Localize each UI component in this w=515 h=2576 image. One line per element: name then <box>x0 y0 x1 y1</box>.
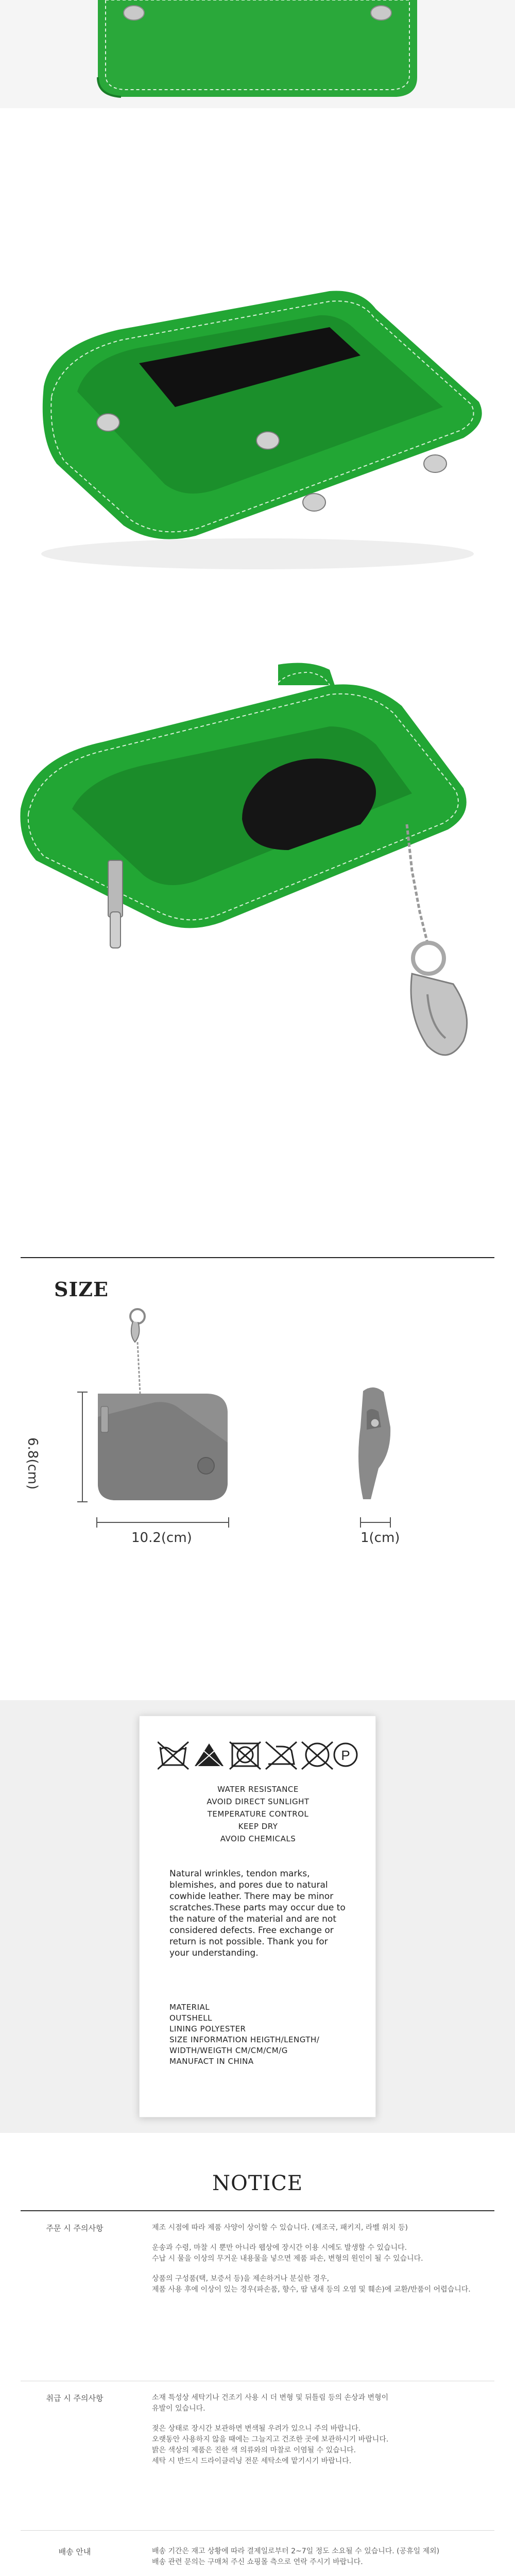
notice-row-order-caution <box>21 2211 494 2381</box>
notice-paragraph: 소재 특성상 세탁기나 건조기 사용 시 더 변형 및 뒤틀림 등의 손상과 변형이 유발이 있습니다. <box>152 2394 389 2413</box>
product-photo-top <box>0 0 515 108</box>
care-line: WATER RESISTANCE <box>217 1785 299 1794</box>
notice-row-handling-caution <box>21 2381 494 2531</box>
notice-row-shipping <box>21 2531 494 2576</box>
notice-label: 배송 안내 <box>58 2547 91 2556</box>
no-dry-clean-icon <box>302 1742 333 1769</box>
spec-line: MANUFACT IN CHINA <box>169 2057 254 2066</box>
notice-paragraph: 운송과 수령, 마찰 시 뿐만 아니라 웹상에 장시간 이용 시에도 발생할 수 있습니다. 수납 시 물을 이상의 무거운 내용물을 넣으면 제품 파손, 변형의 원인이 될 수 있습니다. <box>152 2244 423 2263</box>
size-title: SIZE <box>54 1278 109 1301</box>
spec-line: LINING POLYESTER <box>169 2024 246 2033</box>
height-label: 6.8(cm) <box>25 1437 40 1490</box>
care-line: AVOID DIRECT SUNLIGHT <box>207 1797 310 1806</box>
size-diagram <box>0 1257 515 1700</box>
no-wash-icon <box>158 1742 188 1769</box>
spec-line: MATERIAL <box>169 2003 210 2012</box>
notice-content <box>152 2211 482 2295</box>
product-photo-open-flap <box>0 268 515 587</box>
notice-paragraph: 상품의 구성품(택, 보증서 등)을 제손하거나 분실한 경우, 제품 사용 후에 이상이 있는 경우(파손품, 향수, 땀 냄새 등의 오염 및 훼손)에 교환/반품이 어렵습니다. <box>152 2275 471 2294</box>
notice-table <box>21 2210 494 2576</box>
notice-label: 주문 시 주의사항 <box>46 2224 104 2233</box>
size-section <box>0 1257 515 1700</box>
care-line: AVOID CHEMICALS <box>220 1834 296 1843</box>
care-instructions <box>140 1783 376 1845</box>
no-iron-icon <box>266 1742 297 1769</box>
no-bleach-icon <box>194 1742 225 1769</box>
care-label-tag <box>139 1716 376 2117</box>
width-label: 10.2(cm) <box>131 1530 192 1546</box>
depth-label: 1(cm) <box>360 1530 400 1546</box>
care-line: TEMPERATURE CONTROL <box>207 1809 309 1819</box>
leather-disclaimer: Natural wrinkles, tendon marks, blemishes, and pores due to natural cowhide leather. There may be minor scratches.These parts may occur due to the nature of the material and are not considered defects. Free exchange or return is not possible. Thank you for your understanding. <box>169 1869 346 1958</box>
spec-line: WIDTH/WEIGTH CM/CM/CM/G <box>169 2046 288 2055</box>
product-photo-zipper-keyring <box>0 654 515 1077</box>
notice-content <box>152 2381 482 2467</box>
notice-paragraph: 배송 기간은 재고 상황에 따라 결제일로부터 2~7일 정도 소요될 수 있습니다. (공휴일 제외) 배송 관련 문의는 구매처 주신 쇼핑몰 측으로 연락 주시기 바랍니다. <box>152 2547 440 2566</box>
care-icons-row <box>158 1739 358 1770</box>
notice-title: NOTICE <box>212 2172 303 2195</box>
notice-paragraph: 제조 시점에 따라 제품 사양이 상이할 수 있습니다. (제조국, 패키지, 라벨 위치 등) <box>152 2224 408 2232</box>
notice-content <box>152 2531 482 2568</box>
notice-paragraph: 젖은 상태로 장시간 보관하면 변색될 우려가 있으니 주의 바랍니다. 오랫동안 사용하지 않을 때에는 그늘지고 건조한 곳에 보관하시기 바랍니다. 밝은 색상의 제품은 진한 색 의류와의 마찰로 이염될 수 있습니다. 세탁 시 반드시 드라이클리닝 전문 세탁소에 맡기시기 바랍니다. <box>152 2425 389 2465</box>
spec-line: SIZE INFORMATION HEIGTH/LENGTH/ <box>169 2035 320 2044</box>
no-tumble-dry-icon <box>230 1742 261 1769</box>
notice-label: 취급 시 주의사항 <box>46 2394 104 2403</box>
professional-clean-p-icon <box>334 1743 357 1766</box>
care-line: KEEP DRY <box>238 1822 278 1831</box>
material-spec <box>169 2002 347 2067</box>
spec-line: OUTSHELL <box>169 2013 212 2023</box>
svg-text:P: P <box>341 1748 350 1763</box>
